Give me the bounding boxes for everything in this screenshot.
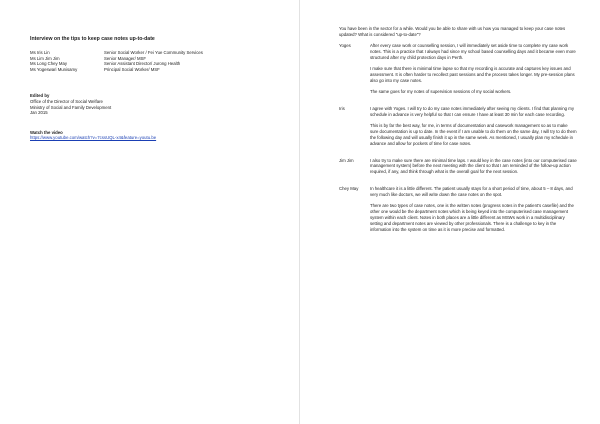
interviewee-role: Principal Social Worker/ MSF [104, 66, 160, 72]
interview-answer [339, 158, 579, 181]
answer-paragraph: I make sure that there is minimal time lapse so that my recording is accurate and captures key issues and assessment. It is often harder to recollect past sessions and the process takes longer. My pre-session plans also go into my case notes. [370, 66, 575, 83]
speaker-name: Jim Jim [339, 157, 354, 163]
interview-answer [339, 43, 579, 101]
interview-question: You have been in the sector for a while. Would you be able to share with us how you managed to keep your case notes updated? What is considered “up-to-date”? [339, 26, 566, 37]
interviewee-name: Ms Lim Jim Jim [30, 55, 60, 61]
answer-paragraph: In healthcare it is a little different. The patient usually stays for a short period of time, about 5 – 8 days, and very much like doctors, we will write down the case notes on the spot. [370, 185, 573, 197]
watch-video-block [30, 130, 290, 141]
answer-paragraph: After every case work or counselling session, I will immediately set aside time to complete my case work notes. This is a practice that I always had since my school based counselling days and it became even more structured after my child protection days in Perth. [370, 42, 576, 60]
speaker-name: Chey May [339, 185, 359, 191]
interview-answer [339, 186, 579, 239]
answer-text [370, 106, 577, 153]
answer-paragraph: I agree with Yoges. I will try to do my case notes immediately after seeing my clients. I find that planning my schedule in advance is very helpful so that I can ensure I have at least 30 min for each case recording. [370, 105, 574, 117]
interviewee-name: Ms Long Chey May [30, 61, 68, 67]
edited-by-line: Office of the Director of Social Welfare [30, 98, 103, 104]
answer-text [370, 43, 577, 101]
interviewee-role: Senior Manager/ MSF [104, 55, 147, 61]
document-title: Interview on the tips to keep case notes up-to-date [30, 36, 155, 42]
answer-paragraph: There are two types of case notes, one is the written notes (progress notes in the patient’s casefile) and the other one would be the department notes which is being keyed into the computerised case management system within each client. Notes in both places are a little different as MSWs work in a multidisciplinary setting and department notes are viewed by other professionals. There is a challenge to key in the information into the system on time as it is more precise and formatted. [370, 203, 574, 232]
edited-by-block [30, 93, 290, 115]
speaker-name: Yoges [339, 42, 351, 48]
answer-text [370, 158, 577, 181]
answer-text [370, 186, 577, 239]
edited-by-date: Jan 2015 [30, 110, 48, 116]
edited-by-line: Ministry of Social and Family Development [30, 104, 112, 110]
interview-answer [339, 106, 579, 153]
interviewee-row [30, 67, 290, 73]
video-link[interactable]: https://www.youtube.com/watch?v=7cssUQL-x4&feature=youtu.be [30, 135, 157, 141]
answer-paragraph: The same goes for my notes of supervision sessions of my social workers. [370, 89, 512, 95]
interviewee-role: Senior Social Worker / Fei Yue Community Services [104, 50, 203, 55]
interviewee-name: Ms Yogeswari Munisamy [30, 66, 78, 72]
right-page [339, 26, 579, 238]
page-gutter [299, 0, 300, 424]
answer-paragraph: I also try to make sure there are minimal time laps. I would key in the case notes (into our computerised case management system) before the next meeting with the client so that I am reminded of the follow-up action required, if any, and think through what is the overall goal for the next session. [370, 157, 577, 175]
edited-by-heading: Edited by [30, 93, 50, 99]
interviewee-name: Ms Iris Lin [30, 50, 50, 55]
answer-paragraph: This is by far the best way, for me, in terms of documentation and casework management so as to make sure documentation is up to date. In the event if I am unable to do them on the same day, I will try to do them the following day and will usually finish it up in the same week. As mentioned, I usually plan my schedule in advance and allow for pockets of time for case notes. [370, 123, 577, 147]
interviewee-list [30, 50, 290, 72]
watch-video-heading: Watch the video [30, 129, 63, 135]
speaker-name: Iris [339, 105, 345, 111]
left-page [30, 36, 290, 141]
interviewee-role: Senior Assistant Director/ Jurong Health [104, 61, 181, 67]
